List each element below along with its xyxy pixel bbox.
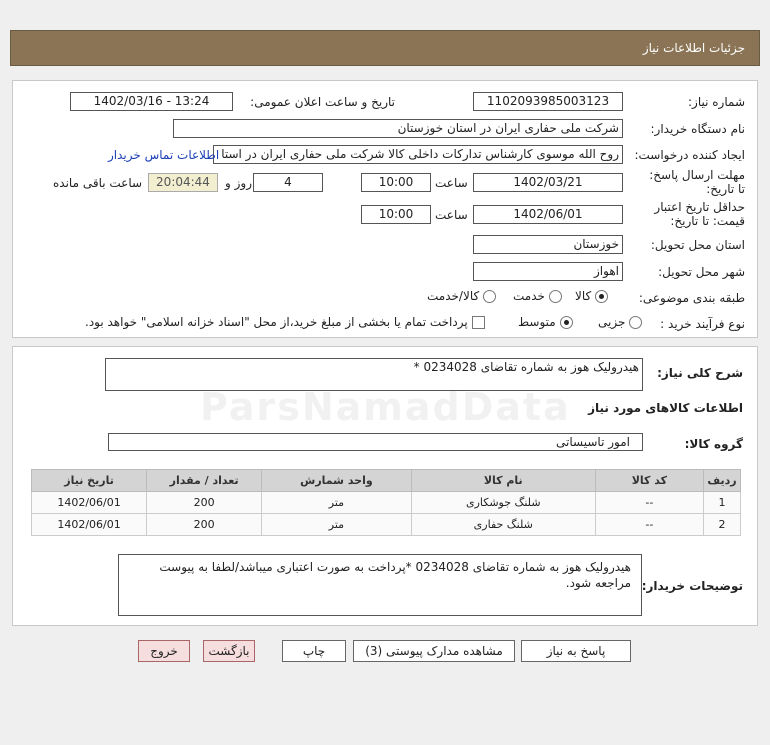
general-description-label: شرح کلی نیاز: — [657, 366, 743, 380]
need-number-field: 1102093985003123 — [473, 92, 623, 111]
table-header-row — [32, 470, 741, 492]
table-cell: متر — [262, 492, 412, 514]
buyer-org-label: نام دستگاه خریدار: — [650, 122, 745, 136]
goods-info-title: اطلاعات کالاهای مورد نیاز — [588, 401, 743, 415]
days-remaining-field: 4 — [253, 173, 323, 192]
category-option-service[interactable]: خدمت — [513, 289, 562, 303]
buyer-org-field: شرکت ملی حفاری ایران در استان خوزستان — [173, 119, 623, 138]
category-label: طبقه بندی موضوعی: — [638, 291, 745, 305]
table-cell: 2 — [703, 514, 740, 536]
table-cell: 200 — [147, 514, 262, 536]
column-header: کد کالا — [595, 470, 703, 492]
buyer-notes-field: هیدرولیک هوز به شماره تقاضای 0234028 *پرداخت به صورت اعتباری میباشد/لطفا به پیوست مراجعه شود. — [118, 554, 642, 616]
deadline-time-field: 10:00 — [361, 173, 431, 192]
announce-date-field: 1402/03/16 - 13:24 — [70, 92, 233, 111]
need-number-label: شماره نیاز: — [688, 95, 745, 109]
column-header: تاریخ نیاز — [32, 470, 147, 492]
table-cell: 200 — [147, 492, 262, 514]
creator-label: ایجاد کننده درخواست: — [634, 148, 745, 162]
process-option-minor[interactable]: جزیی — [598, 315, 642, 329]
goods-group-label: گروه کالا: — [684, 437, 743, 451]
page-title: جزئیات اطلاعات نیاز — [642, 41, 745, 55]
need-info-panel — [12, 80, 758, 338]
column-header: ردیف — [703, 470, 740, 492]
table-cell: 1402/06/01 — [32, 514, 147, 536]
table-row — [32, 514, 741, 536]
table-cell: شلنگ حفاری — [411, 514, 595, 536]
table-cell: -- — [595, 492, 703, 514]
announce-date-label: تاریخ و ساعت اعلان عمومی: — [250, 95, 395, 109]
category-option-goods[interactable]: کالا — [575, 289, 608, 303]
validity-date-field: 1402/06/01 — [473, 205, 623, 224]
exit-button[interactable]: خروج — [138, 640, 190, 662]
days-label: روز و — [225, 176, 252, 190]
city-field: اهواز — [473, 262, 623, 281]
table-cell: متر — [262, 514, 412, 536]
summary-panel — [12, 346, 758, 626]
deadline-time-label: ساعت — [435, 176, 468, 190]
table-row — [32, 492, 741, 514]
reply-button[interactable]: پاسخ به نیاز — [521, 640, 631, 662]
category-option-goods-service[interactable]: کالا/خدمت — [427, 289, 496, 303]
validity-time-field: 10:00 — [361, 205, 431, 224]
process-option-medium[interactable]: متوسط — [518, 315, 573, 329]
column-header: نام کالا — [411, 470, 595, 492]
deadline-date-field: 1402/03/21 — [473, 173, 623, 192]
print-button[interactable]: چاپ — [282, 640, 346, 662]
table-cell: -- — [595, 514, 703, 536]
radio-icon[interactable] — [483, 290, 496, 303]
page-header — [10, 30, 760, 66]
radio-selected-icon[interactable] — [560, 316, 573, 329]
validity-time-label: ساعت — [435, 208, 468, 222]
view-attachments-button[interactable]: مشاهده مدارک پیوستی (3) — [353, 640, 515, 662]
back-button[interactable]: بازگشت — [203, 640, 255, 662]
province-label: استان محل تحویل: — [650, 238, 745, 252]
table-cell: 1 — [703, 492, 740, 514]
validity-label: حداقل تاریخ اعتبار قیمت: تا تاریخ: — [654, 200, 745, 228]
process-label: نوع فرآیند خرید : — [660, 317, 745, 331]
checkbox-icon[interactable] — [472, 316, 485, 329]
buyer-notes-label: توضیحات خریدار: — [641, 579, 743, 593]
column-header: تعداد / مقدار — [147, 470, 262, 492]
general-description-field: هیدرولیک هوز به شماره تقاضای 0234028 * — [105, 358, 643, 391]
deadline-label: مهلت ارسال پاسخ: تا تاریخ: — [649, 168, 745, 196]
creator-field: روح الله موسوی کارشناس تدارکات داخلی کالا شرکت ملی حفاری ایران در استا — [213, 145, 623, 164]
goods-group-field: امور تاسیساتی — [108, 433, 643, 451]
goods-table — [31, 469, 741, 536]
radio-icon[interactable] — [629, 316, 642, 329]
treasury-payment-option[interactable]: پرداخت تمام یا بخشی از مبلغ خرید،از محل "اسناد خزانه اسلامی" خواهد بود. — [85, 315, 485, 329]
city-label: شهر محل تحویل: — [658, 265, 745, 279]
table-cell: 1402/06/01 — [32, 492, 147, 514]
buyer-contact-link[interactable]: اطلاعات تماس خریدار — [108, 148, 220, 162]
time-remaining-label: ساعت باقی مانده — [53, 176, 143, 190]
province-field: خوزستان — [473, 235, 623, 254]
column-header: واحد شمارش — [262, 470, 412, 492]
table-cell: شلنگ جوشکاری — [411, 492, 595, 514]
radio-icon[interactable] — [549, 290, 562, 303]
radio-selected-icon[interactable] — [595, 290, 608, 303]
time-remaining-field: 20:04:44 — [148, 173, 218, 192]
